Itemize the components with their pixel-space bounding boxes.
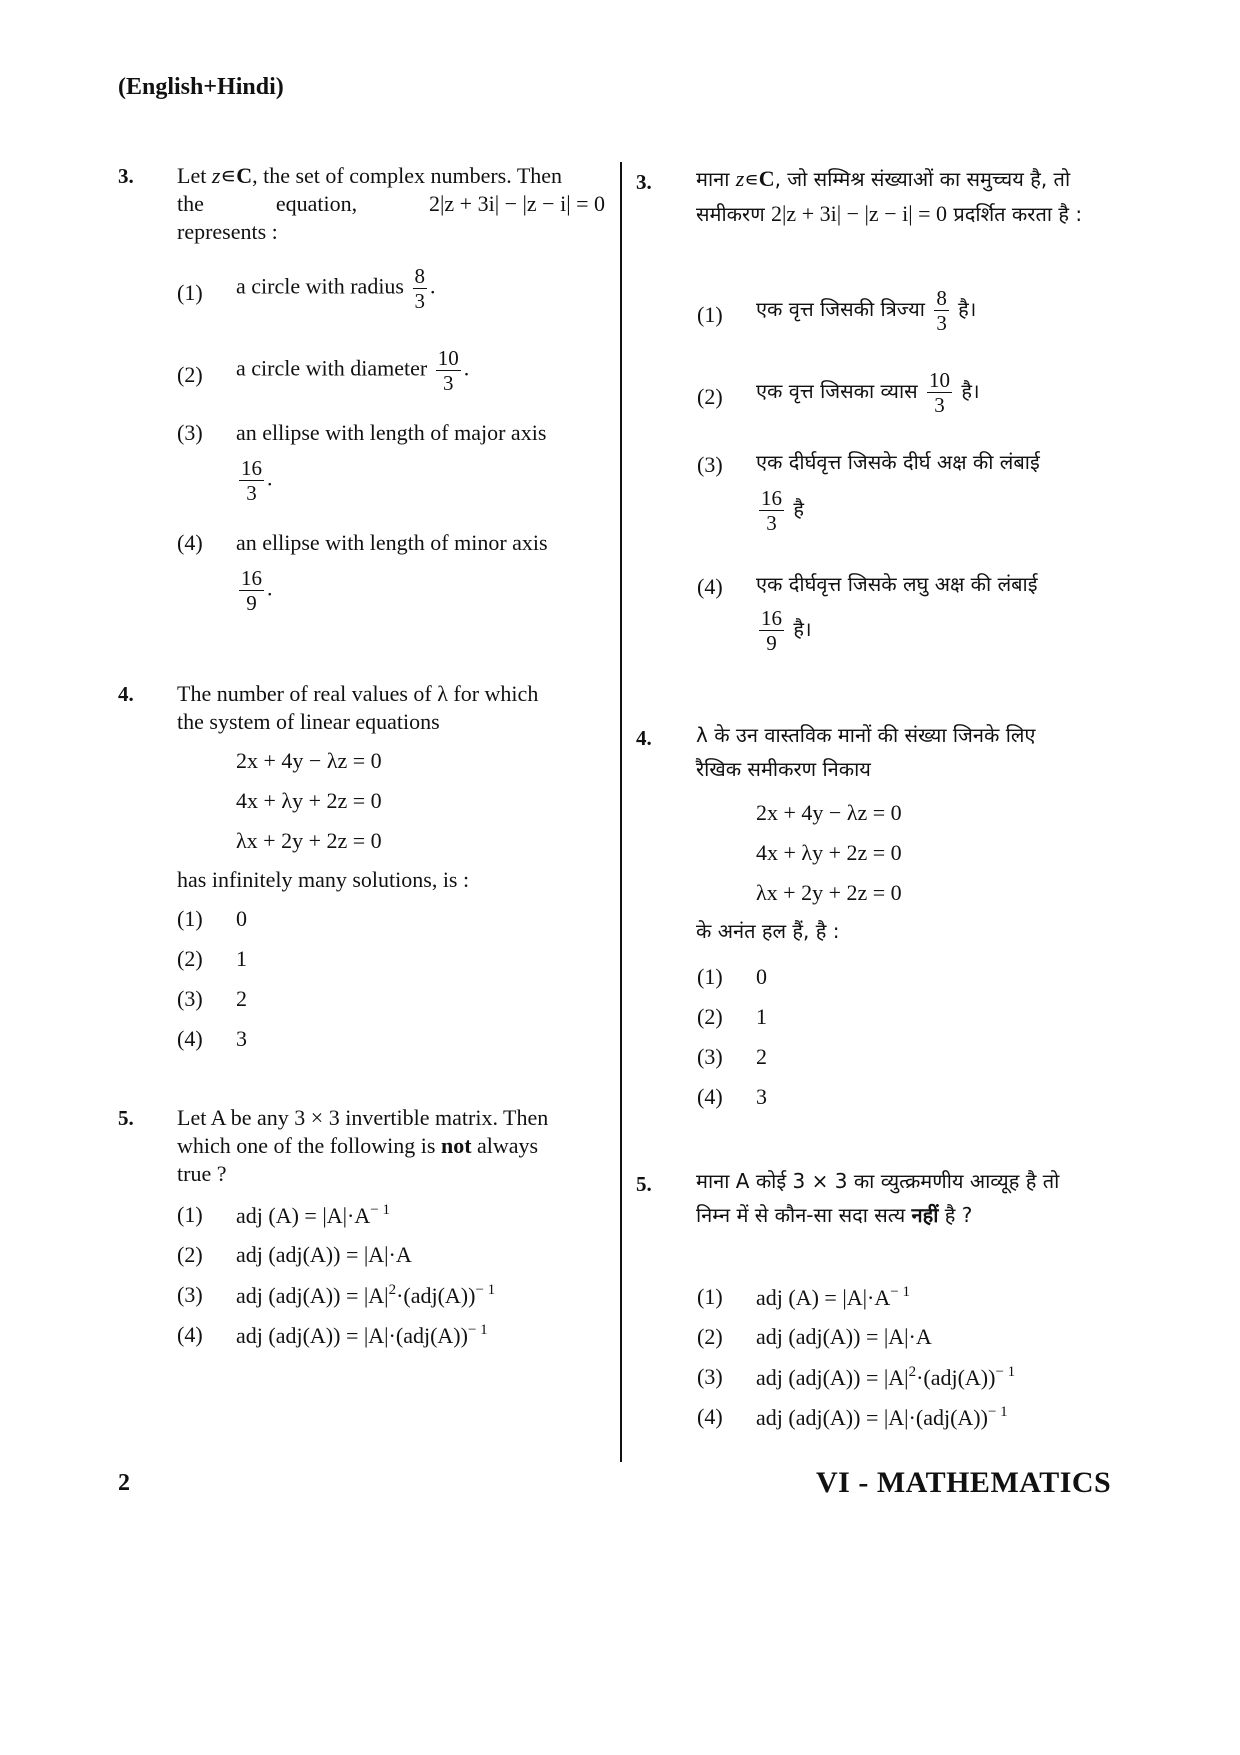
hi-q5-opt4: adj $(adj(A)) = |A|\cdot(adj(A))^{- 1}$	[756, 1404, 1008, 1430]
en-q4-eq3: λx + 2y + 2z = 0	[236, 828, 382, 853]
hi-q5-opt3-num: (3)	[697, 1364, 723, 1389]
en-q4-opt4-num: (4)	[177, 1026, 203, 1051]
hi-q3-opt3-num: (3)	[697, 452, 723, 477]
en-q5-opt4-num: (4)	[177, 1322, 203, 1347]
en-q4-opt1: 0	[236, 906, 247, 931]
en-q5-opt3-num: (3)	[177, 1282, 203, 1307]
hi-q5-opt1-num: (1)	[697, 1284, 723, 1309]
en-q3-opt4-fraction: $\frac{16}{9}$	[241, 566, 262, 615]
en-q4-text: The number of real values of λ for which the system of linear equations	[177, 681, 539, 734]
hi-q4-eq3: λx + 2y + 2z = 0	[756, 880, 902, 905]
hi-q5-opt2-num: (2)	[697, 1324, 723, 1349]
hi-q5-opt4-num: (4)	[697, 1404, 723, 1429]
en-q3-number: 3.	[118, 164, 134, 188]
hi-q4-text-end: के अनंत हल हैं, है :	[696, 919, 840, 943]
en-q4-eq2: 4x + λy + 2z = 0	[236, 788, 382, 813]
en-q5-opt3: adj $(adj(A)) = |A|^2\cdot(adj(A))^{- 1}$	[236, 1282, 496, 1308]
column-divider	[620, 162, 622, 1462]
hi-q4-opt4-num: (4)	[697, 1084, 723, 1109]
en-q5-text: Let A be any 3 × 3 invertible matrix. Then which one of the following is not always true ?	[177, 1105, 549, 1186]
hi-q3-opt4-num: (4)	[697, 574, 723, 599]
en-q3-opt1: a circle with radius $\frac{8}{3}$ .	[236, 264, 436, 313]
en-q3-opt3-num: (3)	[177, 420, 203, 445]
hi-q5-text: माना A कोई 3 × 3 का व्युत्क्रमणीय आव्यूह है तो निम्न में से कौन-सा सदा सत्य नहीं है ?	[696, 1169, 1060, 1227]
page-number: 2	[118, 1470, 130, 1496]
hi-q3-opt4: एक दीर्घवृत्त जिसके लघु अक्ष की लंबाई	[756, 572, 1038, 596]
en-q5-number: 5.	[118, 1106, 134, 1130]
en-q3-opt1-num: (1)	[177, 280, 203, 305]
en-q4-opt2: 1	[236, 946, 247, 971]
en-q3-opt3-fraction: $\frac{16}{3}$	[241, 456, 262, 505]
hi-q3-number: 3.	[636, 170, 652, 194]
hi-q4-eq1: 2x + 4y − λz = 0	[756, 800, 902, 825]
en-q3-opt4-num: (4)	[177, 530, 203, 555]
subject-title: VI - MATHEMATICS	[816, 1466, 1112, 1499]
en-q5-opt4: adj $(adj(A)) = |A|\cdot(adj(A))^{- 1}$	[236, 1322, 488, 1348]
en-q4-text-end: has infinitely many solutions, is :	[177, 867, 470, 892]
en-q3-opt3: an ellipse with length of major axis	[236, 420, 547, 445]
en-q5-opt1-num: (1)	[177, 1202, 203, 1227]
hi-q4-opt4: 3	[756, 1084, 767, 1109]
hi-q3-opt2-fraction: $\frac{10}{3}$	[929, 368, 951, 417]
hi-q3-opt3: एक दीर्घवृत्त जिसके दीर्घ अक्ष की लंबाई	[756, 450, 1040, 474]
en-q3-opt3-value: $\frac{16}{3}$ .	[241, 456, 273, 505]
hi-q4-opt3: 2	[756, 1044, 767, 1069]
en-q5-opt1: adj $(A) = |A|\cdot A^{- 1}$	[236, 1202, 390, 1228]
en-q4-eq1: 2x + 4y − λz = 0	[236, 748, 382, 773]
hi-q3-opt2-num: (2)	[697, 384, 723, 409]
en-q3-opt2: a circle with diameter $\frac{10}{3}$ .	[236, 346, 470, 395]
language-label: (English+Hindi)	[118, 74, 284, 100]
hi-q4-opt2-num: (2)	[697, 1004, 723, 1029]
hi-q3-opt4-value: $\frac{16}{9}$ है।	[761, 606, 812, 655]
en-q4-opt4: 3	[236, 1026, 247, 1051]
en-q4-opt2-num: (2)	[177, 946, 203, 971]
hi-q5-opt2: adj (adj(A)) = |A|·A	[756, 1324, 932, 1349]
en-q4-opt1-num: (1)	[177, 906, 203, 931]
hi-q3-opt4-fraction: $\frac{16}{9}$	[761, 606, 782, 655]
en-q3-text: Let z∊C, the set of complex numbers. Then the equation, 2|z + 3i| − |z − i| = 0 represents :	[177, 163, 605, 244]
hi-q3-text: माना z∊C, जो सम्मिश्र संख्याओं का समुच्चय है, तो समीकरण 2|z + 3i| − |z − i| = 0 प्रदर्शित करता है :	[696, 166, 1083, 226]
hi-q5-opt1: adj $(A) = |A|\cdot A^{- 1}$	[756, 1284, 910, 1310]
hi-q3-opt3-value: $\frac{16}{3}$ है	[761, 486, 804, 535]
hi-q4-opt3-num: (3)	[697, 1044, 723, 1069]
hi-q4-eq2: 4x + λy + 2z = 0	[756, 840, 902, 865]
hi-q4-text: λ के उन वास्तविक मानों की संख्या जिनके लिए रैखिक समीकरण निकाय	[696, 723, 1036, 781]
en-q4-opt3: 2	[236, 986, 247, 1011]
hi-q5-number: 5.	[636, 1172, 652, 1196]
hi-q3-opt1-num: (1)	[697, 302, 723, 327]
en-q5-opt2-num: (2)	[177, 1242, 203, 1267]
hi-q3-opt3-fraction: $\frac{16}{3}$	[761, 486, 782, 535]
hi-q4-opt1-num: (1)	[697, 964, 723, 989]
en-q3-opt2-fraction: $\frac{10}{3}$	[437, 346, 459, 395]
hi-q3-opt1: एक वृत्त जिसकी त्रिज्या $\frac{8}{3}$ है।	[756, 286, 977, 335]
en-q3-opt2-num: (2)	[177, 362, 203, 387]
en-q3-opt4: an ellipse with length of minor axis	[236, 530, 548, 555]
en-q4-number: 4.	[118, 682, 134, 706]
hi-q3-opt2: एक वृत्त जिसका व्यास $\frac{10}{3}$ है।	[756, 368, 980, 417]
hi-q3-opt1-fraction: $\frac{8}{3}$	[936, 286, 947, 335]
en-q3-opt4-value: $\frac{16}{9}$ .	[241, 566, 273, 615]
hi-q4-opt1: 0	[756, 964, 767, 989]
hi-q4-opt2: 1	[756, 1004, 767, 1029]
en-q5-opt2: adj (adj(A)) = |A|·A	[236, 1242, 412, 1267]
hi-q4-number: 4.	[636, 726, 652, 750]
en-q4-opt3-num: (3)	[177, 986, 203, 1011]
hi-q5-opt3: adj $(adj(A)) = |A|^2\cdot(adj(A))^{- 1}$	[756, 1364, 1016, 1390]
en-q3-opt1-fraction: $\frac{8}{3}$	[414, 264, 425, 313]
